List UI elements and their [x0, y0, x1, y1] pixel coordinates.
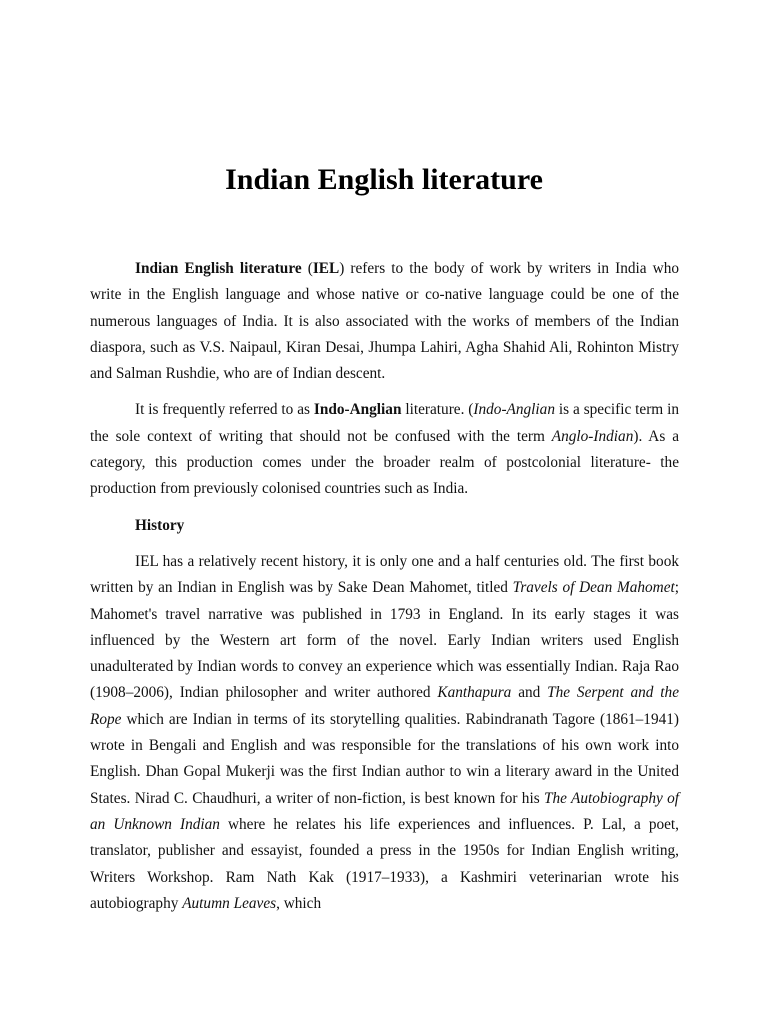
section-heading-history: History: [135, 516, 185, 534]
term-indian-english-literature: Indian English literature: [135, 260, 302, 277]
paragraph-intro: Indian English literature (IEL) refers to the body of work by writers in India who write in the English language and whose native or co-native language could be one of the numerous languages of India. It is also associated with the works of members of the Indian diaspora, such as V.S. Naipaul, Kiran Desai, Jhumpa Lahiri, Agha Shahid Ali, Rohinton Mistry and Salman Rushdie, who are of Indian descent.: [90, 260, 680, 383]
book-title: Kanthapura: [437, 684, 512, 702]
paragraph-indo-anglian: It is frequently referred to as Indo-Anglian literature. (Indo-Anglian is a specific term in the sole context of writing that should not be confused with the term Anglo-Indian). As a category, this production comes under the broader realm of postcolonial literature- the production from previously colonised countries such as India.: [90, 401, 680, 498]
term-indo-anglian: Indo-Anglian: [313, 401, 402, 419]
book-title: Autumn Leaves: [182, 894, 277, 912]
book-title: The Serpent and the Rope: [90, 684, 679, 728]
paragraph-history: IEL has a relatively recent history, it is only one and a half centuries old. The first book written by an Indian in English was by Sake Dean Mahomet, titled Travels of Dean Mahomet; Mahomet's travel narrative was published in 1793 in England. In its early stages it was influenced by the Western art form of the novel. Early Indian writers used English unadulterated by Indian words to convey an experience which was essentially Indian. Raja Rao (1908–2006), Indian philosopher and writer authored Kanthapura and The Serpent and the Rope which are Indian in terms of its storytelling qualities. Rabindranath Tagore (1861–1941) wrote in Bengali and English and was responsible for the translations of his own work into English. Dhan Gopal Mukerji was the first Indian author to win a literary award in the United States. Nirad C. Chaudhuri, a writer of non-fiction, is best known for his The Autobiography of an Unknown Indian where he relates his life experiences and influences. P. Lal, a poet, translator, publisher and essayist, founded a press in the 1950s for Indian English writing, Writers Workshop. Ram Nath Kak (1917–1933), a Kashmiri veterinarian wrote his autobiography Autumn Leaves, which: [90, 552, 679, 912]
book-title: Travels of Dean Mahomet: [512, 579, 675, 597]
document-body: [90, 256, 679, 927]
document-title: Indian English literature: [225, 163, 543, 196]
term-indo-anglian-italic: Indo-Anglian: [473, 401, 555, 419]
term-anglo-indian: Anglo-Indian: [551, 427, 634, 445]
term-iel: IEL: [312, 260, 340, 277]
book-title: The Autobiography of an Unknown Indian: [90, 789, 679, 833]
